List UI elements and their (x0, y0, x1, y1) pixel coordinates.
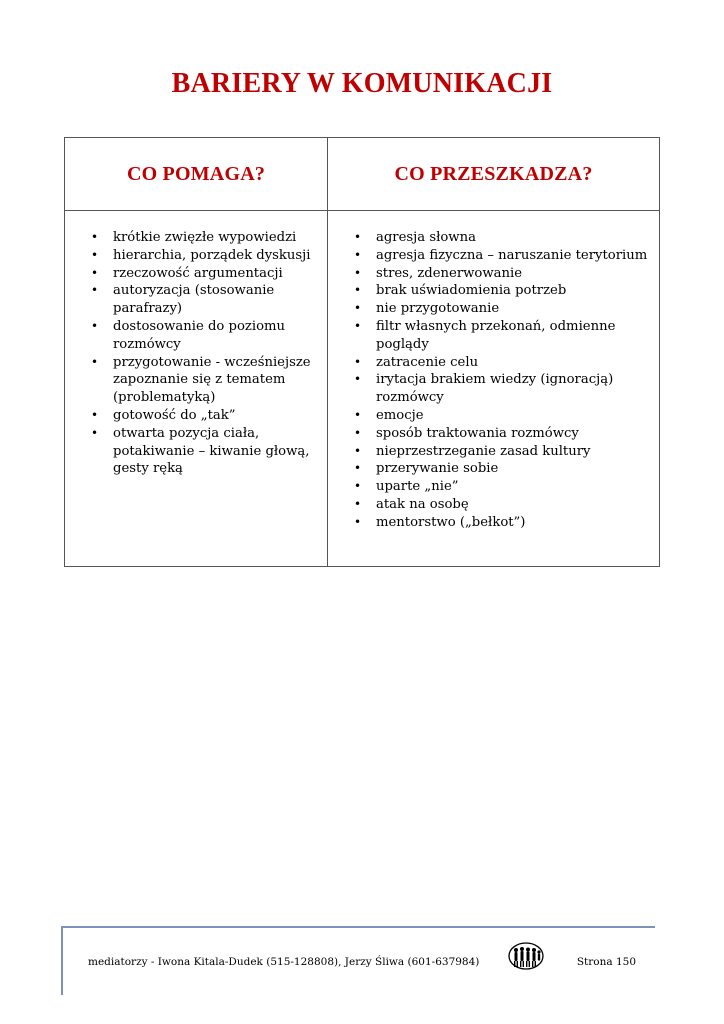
item-text: stres, zdenerwowanie (376, 265, 523, 281)
helps-item (65, 265, 327, 283)
helps-item (65, 425, 327, 478)
helps-list (65, 229, 327, 478)
item-text: atak na osobę (376, 496, 469, 512)
hinders-item (328, 265, 659, 283)
hinders-item (328, 478, 659, 496)
item-text: agresja fizyczna – naruszanie terytorium (376, 247, 648, 263)
helps-item (65, 407, 327, 425)
helps-item (65, 354, 327, 407)
helps-item (65, 318, 327, 354)
hinders-item (328, 247, 659, 265)
item-text: sposób traktowania rozmówcy (376, 425, 579, 441)
hinders-list (328, 229, 659, 532)
bullet-icon: • (354, 479, 362, 494)
hinders-column (328, 211, 659, 566)
footer-rule-vertical (61, 927, 63, 995)
item-text: irytacja brakiem wiedzy (ignoracją) rozmówcy (376, 372, 614, 406)
bullet-icon: • (91, 265, 99, 280)
helps-item (65, 282, 327, 318)
hinders-item (328, 496, 659, 514)
bullet-icon: • (354, 283, 362, 298)
item-text: hierarchia, porządek dyskusji (113, 247, 311, 263)
helps-item (65, 229, 327, 247)
hinders-item (328, 282, 659, 300)
item-text: otwarta pozycja ciała, potakiwanie – kiwanie głową, gesty ręką (113, 425, 310, 477)
hinders-item (328, 318, 659, 354)
bullet-icon: • (354, 443, 362, 458)
item-text: dostosowanie do poziomu rozmówcy (113, 318, 286, 352)
item-text: autoryzacja (stosowanie parafrazy) (113, 283, 275, 317)
header-hinders: CO PRZESZKADZA? (328, 138, 659, 211)
page-title: BARIERY W KOMUNIKACJI (171, 68, 553, 99)
bullet-icon: • (91, 407, 99, 422)
hinders-item (328, 443, 659, 461)
people-group-logo-icon (507, 941, 545, 971)
footer-rule-horizontal (61, 926, 655, 928)
helps-column (65, 211, 328, 566)
page-number: Strona 150 (576, 956, 636, 968)
footer-authors: mediatorzy - Iwona Kitala-Dudek (515-128808), Jerzy Śliwa (601-637984) (88, 956, 480, 968)
hinders-item (328, 460, 659, 478)
bullet-icon: • (354, 247, 362, 262)
bullet-icon: • (91, 230, 99, 244)
bullet-icon: • (354, 461, 362, 476)
bullet-icon: • (354, 318, 362, 333)
item-text: przerywanie sobie (376, 461, 499, 477)
bullet-icon: • (354, 301, 362, 316)
hinders-item (328, 514, 659, 532)
item-text: rzeczowość argumentacji (113, 265, 283, 281)
item-text: uparte „nie” (376, 479, 459, 495)
bullet-icon: • (354, 496, 362, 511)
item-text: przygotowanie - wcześniejsze zapoznanie się z tematem (problematyką) (113, 354, 311, 406)
helps-item (65, 247, 327, 265)
hinders-item (328, 371, 659, 407)
bullet-icon: • (354, 514, 362, 529)
hinders-item (328, 407, 659, 425)
item-text: gotowość do „tak” (113, 407, 236, 423)
item-text: brak uświadomienia potrzeb (376, 283, 567, 299)
bullet-icon: • (354, 407, 362, 422)
bullet-icon: • (354, 230, 362, 244)
item-text: zatracenie celu (376, 354, 479, 370)
bullet-icon: • (91, 283, 99, 298)
item-text: emocje (376, 407, 424, 423)
hinders-item (328, 354, 659, 372)
bullet-icon: • (91, 354, 99, 369)
header-helps: CO POMAGA? (65, 138, 328, 211)
hinders-item (328, 229, 659, 247)
bullet-icon: • (91, 425, 99, 440)
bullet-icon: • (354, 425, 362, 440)
item-text: krótkie zwięzłe wypowiedzi (113, 230, 297, 245)
hinders-item (328, 300, 659, 318)
bullet-icon: • (354, 372, 362, 387)
item-text: nieprzestrzeganie zasad kultury (376, 443, 591, 459)
item-text: mentorstwo („bełkot”) (376, 514, 526, 530)
item-text: agresja słowna (376, 230, 476, 245)
bullet-icon: • (91, 318, 99, 333)
comparison-table (64, 137, 660, 567)
bullet-icon: • (354, 354, 362, 369)
bullet-icon: • (354, 265, 362, 280)
bullet-icon: • (91, 247, 99, 262)
item-text: filtr własnych przekonań, odmienne poglądy (376, 318, 616, 352)
item-text: nie przygotowanie (376, 301, 500, 317)
hinders-item (328, 425, 659, 443)
